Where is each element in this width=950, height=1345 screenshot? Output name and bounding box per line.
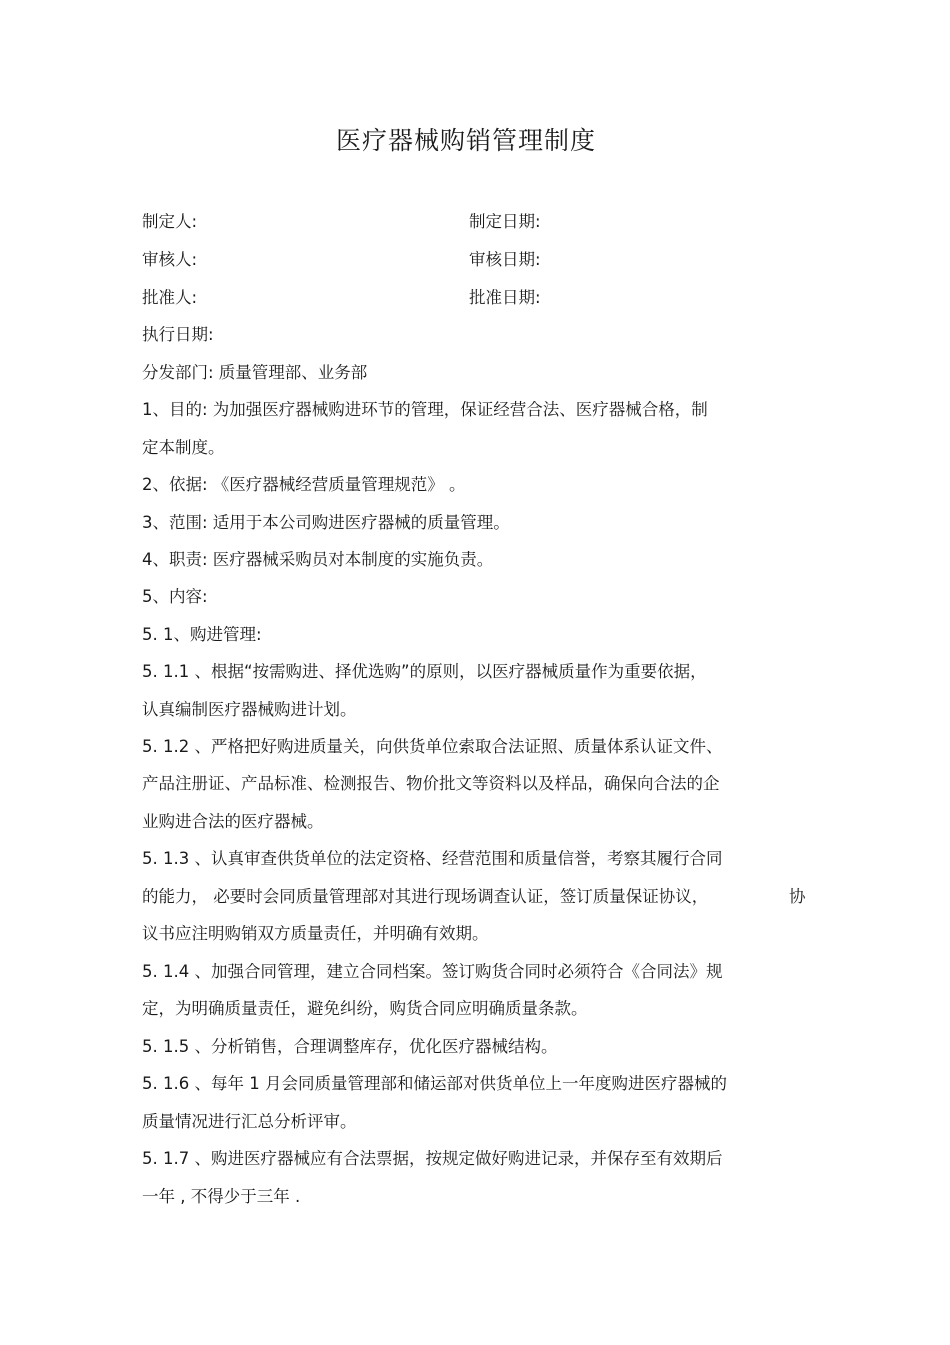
body-line: 议书应注明购销双方质量责任，并明确有效期。	[142, 924, 489, 943]
body-line: 产品注册证、产品标准、检测报告、物价批文等资料以及样品，确保向合法的企	[142, 774, 720, 793]
body-line: 5. 1、购进管理:	[142, 625, 262, 644]
body-line: 的能力， 必要时会同质量管理部对其进行现场调查认证，签订质量保证协议，	[142, 887, 709, 906]
body-line: 3、范围: 适用于本公司购进医疗器械的质量管理。	[142, 513, 510, 532]
body-line: 认真编制医疗器械购进计划。	[142, 700, 357, 719]
body-line: 5. 1.3 、认真审查供货单位的法定资格、经营范围和质量信誉，考察其履行合同	[142, 849, 723, 868]
body-line: 一年 , 不得少于三年 .	[142, 1187, 301, 1206]
body-line: 定本制度。	[142, 438, 225, 457]
approver-label: 批准人:	[142, 288, 198, 307]
trailing-char: 协	[789, 887, 806, 906]
approve-date-label: 批准日期:	[469, 288, 541, 307]
body-line: 2、依据: 《医疗器械经营质量管理规范》 。	[142, 475, 466, 494]
body-line: 5. 1.7 、购进医疗器械应有合法票据，按规定做好购进记录，并保存至有效期后	[142, 1149, 723, 1168]
document-title: 医疗器械购销管理制度	[335, 126, 596, 155]
body-line: 业购进合法的医疗器械。	[142, 812, 324, 831]
drafter-label: 制定人:	[142, 212, 198, 231]
body-line: 5. 1.6 、每年 1 月会同质量管理部和储运部对供货单位上一年度购进医疗器械的	[142, 1074, 727, 1093]
body-line: 5. 1.5 、分析销售，合理调整库存，优化医疗器械结构。	[142, 1037, 558, 1056]
body-line: 定，为明确质量责任，避免纠纷，购货合同应明确质量条款。	[142, 999, 588, 1018]
body-line: 5. 1.2 、严格把好购进质量关，向供货单位索取合法证照、质量体系认证文件、	[142, 737, 723, 756]
review-date-label: 审核日期:	[469, 250, 541, 269]
body-line: 质量情况进行汇总分析评审。	[142, 1112, 357, 1131]
effective-date-label: 执行日期:	[142, 325, 214, 344]
reviewer-label: 审核人:	[142, 250, 198, 269]
body-line: 1、目的: 为加强医疗器械购进环节的管理，保证经营合法、医疗器械合格，制	[142, 400, 708, 419]
body-line: 4、职责: 医疗器械采购员对本制度的实施负责。	[142, 550, 494, 569]
draft-date-label: 制定日期:	[469, 212, 541, 231]
body-line: 5. 1.1 、根据“按需购进、择优选购”的原则，以医疗器械质量作为重要依据，	[142, 662, 707, 681]
body-line: 5、内容:	[142, 587, 208, 606]
body-line: 5. 1.4 、加强合同管理，建立合同档案。签订购货合同时必须符合《合同法》规	[142, 962, 723, 981]
departments-line: 分发部门: 质量管理部、业务部	[142, 363, 368, 382]
